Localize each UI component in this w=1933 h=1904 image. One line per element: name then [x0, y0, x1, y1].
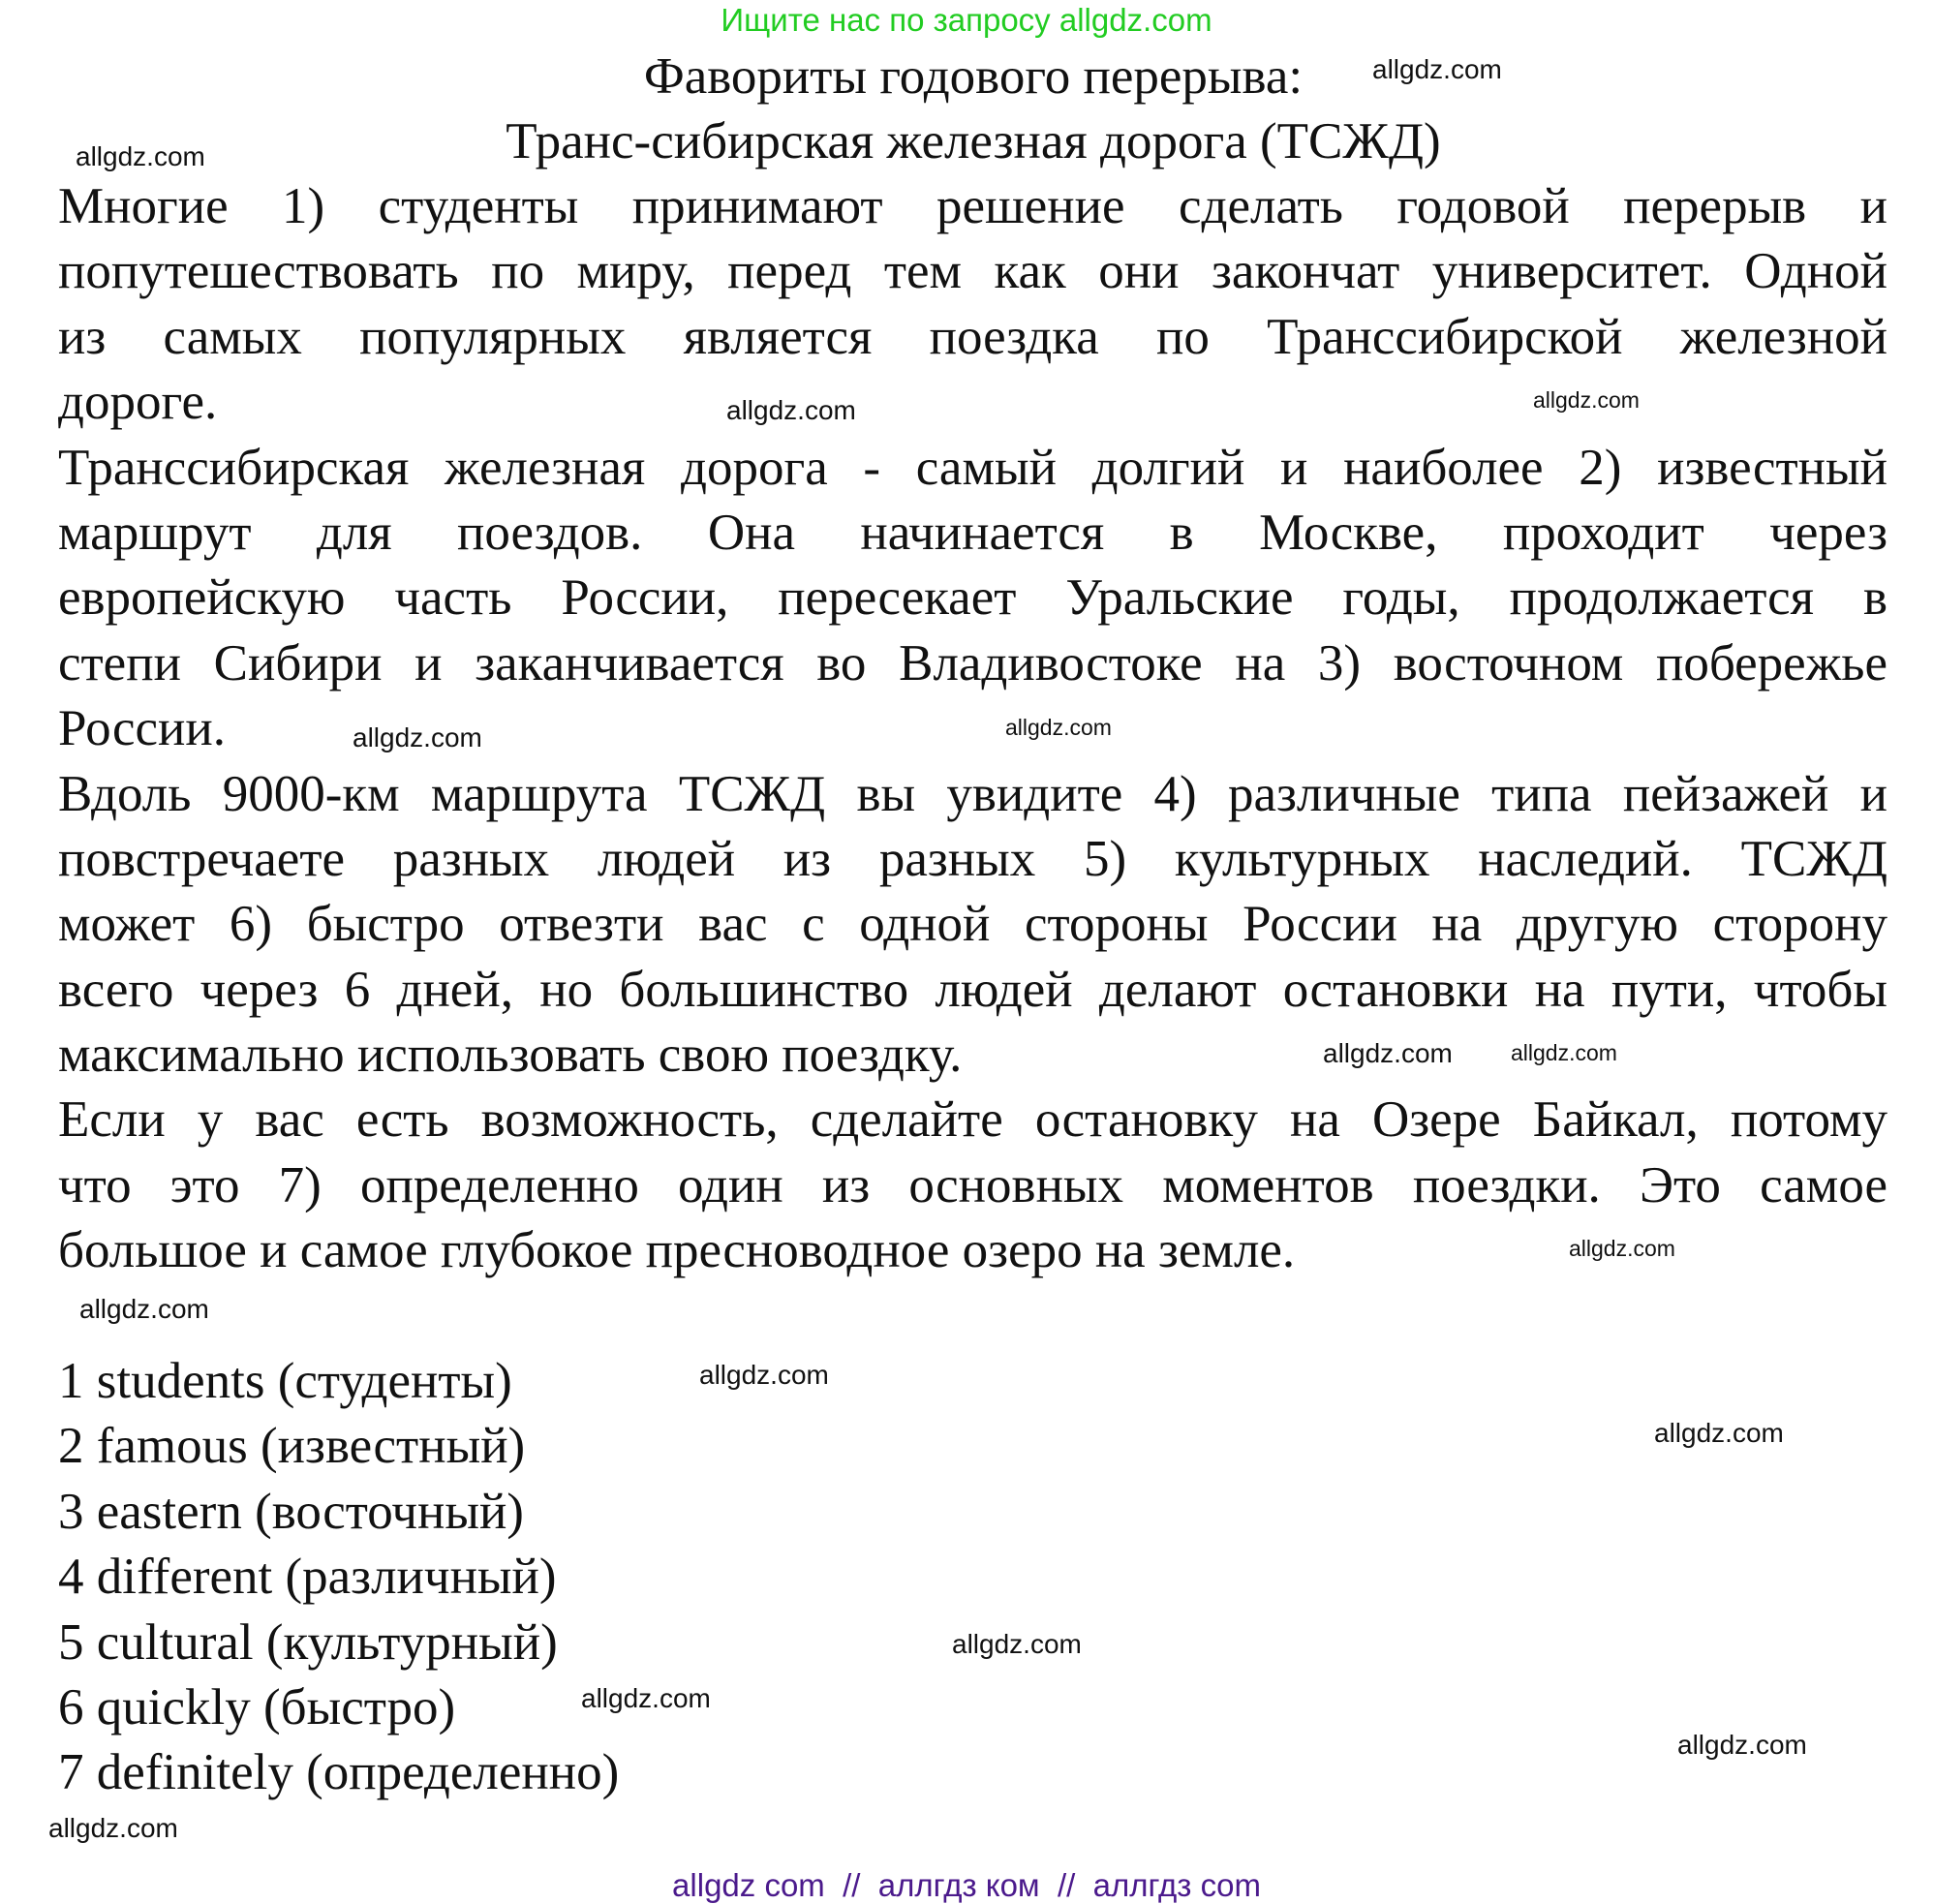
text-body	[58, 174, 1887, 1806]
vocab-item: 7 definitely (определенно)	[58, 1744, 620, 1801]
text-line: России.	[58, 700, 227, 757]
watermark: allgdz.com	[1511, 1040, 1617, 1065]
watermark: allgdz.com	[79, 1294, 209, 1324]
text-line: степи Сибири и заканчивается во Владивостоке на 3) восточном побережье	[58, 634, 1887, 691]
watermark: allgdz.com	[1677, 1730, 1807, 1760]
text-line: Вдоль 9000-км маршрута ТСЖД вы увидите 4) различные типа пейзажей и	[58, 765, 1887, 822]
footer-links[interactable]: allgdz com // аллгдз ком // аллгдз com	[672, 1867, 1261, 1903]
promo-link[interactable]: Ищите нас по запросу allgdz.com	[721, 2, 1212, 38]
watermark: allgdz.com	[699, 1360, 829, 1390]
vocab-item: 5 cultural (культурный)	[58, 1613, 558, 1671]
page-subtitle: Транс-сибирская железная дорога (ТСЖД)	[506, 113, 1441, 169]
vocab-item: 1 students (студенты)	[58, 1353, 512, 1410]
text-line: Транссибирская железная дорога - самый долгий и наиболее 2) известный	[58, 439, 1887, 496]
watermark: allgdz.com	[76, 141, 205, 171]
text-line: дороге.	[58, 374, 218, 431]
text-line: европейскую часть России, пересекает Уральские годы, продолжается в	[58, 569, 1887, 627]
vocab-item: 4 different (различный)	[58, 1549, 557, 1606]
watermark: allgdz.com	[952, 1629, 1082, 1659]
watermark: allgdz.com	[1654, 1418, 1784, 1448]
vocab-item: 2 famous (известный)	[58, 1418, 526, 1475]
watermark: allgdz.com	[1372, 54, 1502, 84]
text-line: что это 7) определенно один из основных моментов поездки. Это самое	[58, 1156, 1887, 1213]
text-line: всего через 6 дней, но большинство людей делают остановки на пути, чтобы	[58, 961, 1887, 1018]
watermark: allgdz.com	[581, 1683, 711, 1713]
text-line: попутешествовать по миру, перед тем как они закончат университет. Одной	[58, 243, 1887, 300]
watermark: allgdz.com	[1569, 1236, 1675, 1261]
watermark: allgdz.com	[1005, 715, 1112, 740]
watermark: allgdz.com	[353, 722, 482, 752]
text-line: может 6) быстро отвезти вас с одной стороны России на другую сторону	[58, 896, 1887, 953]
text-line: большое и самое глубокое пресноводное озеро на земле.	[58, 1222, 1296, 1279]
text-line: Многие 1) студенты принимают решение сделать годовой перерыв и	[58, 178, 1887, 234]
watermark: allgdz.com	[726, 395, 856, 425]
text-line: Если у вас есть возможность, сделайте остановку на Озере Байкал, потому	[58, 1091, 1887, 1149]
vocab-item: 3 eastern (восточный)	[58, 1483, 524, 1540]
page-title: Фавориты годового перерыва:	[643, 48, 1304, 105]
text-line: повстречаете разных людей из разных 5) культурных наследий. ТСЖД	[58, 830, 1887, 887]
watermark: allgdz.com	[1323, 1038, 1453, 1068]
text-line: маршрут для поездов. Она начинается в Москве, проходит через	[58, 504, 1887, 561]
text-line: максимально использовать свою поездку.	[58, 1027, 963, 1084]
text-line: из самых популярных является поездка по Транссибирской железной	[58, 308, 1887, 365]
watermark: allgdz.com	[1533, 387, 1640, 413]
vocab-item: 6 quickly (быстро)	[58, 1678, 456, 1735]
watermark: allgdz.com	[48, 1813, 178, 1843]
